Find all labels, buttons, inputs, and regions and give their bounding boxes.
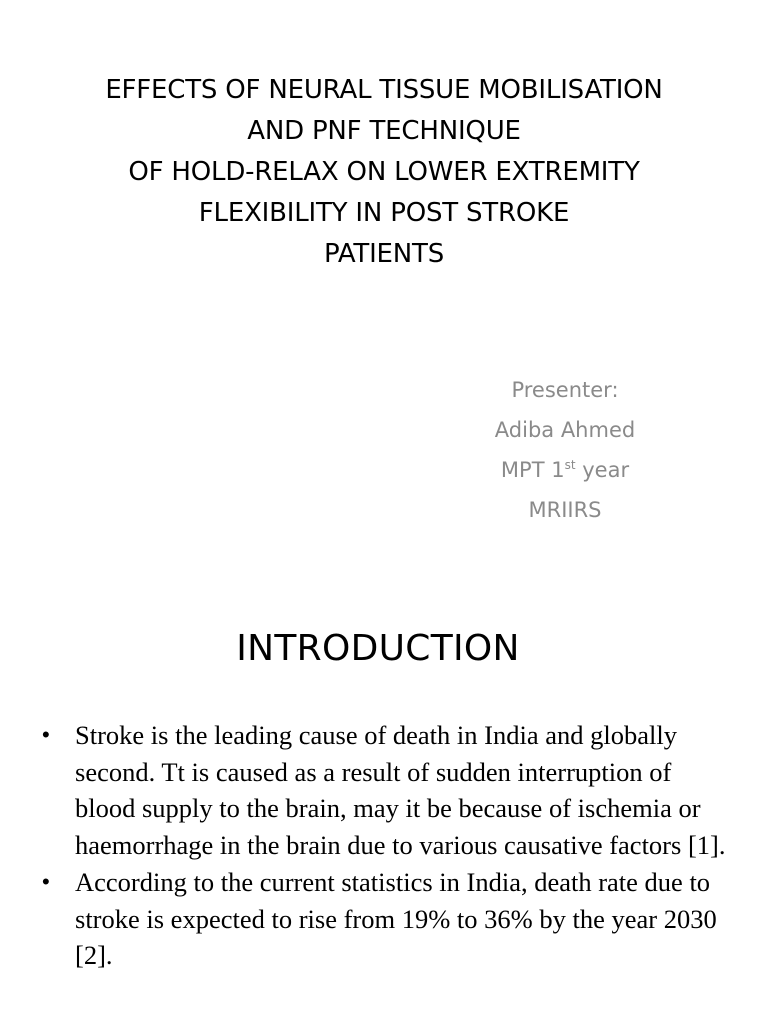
presenter-info xyxy=(440,370,690,530)
title-line: OF HOLD-RELAX ON LOWER EXTREMITY xyxy=(128,157,640,187)
introduction-heading: INTRODUCTION xyxy=(236,628,520,669)
slide-title xyxy=(40,70,728,275)
bullet-icon: • xyxy=(42,722,50,747)
bullet-list xyxy=(40,717,730,975)
title-line: PATIENTS xyxy=(324,239,444,269)
title-line: FLEXIBILITY IN POST STROKE xyxy=(198,198,570,228)
list-item xyxy=(40,717,730,863)
presenter-institution: MRIIRS xyxy=(528,498,602,522)
course-suffix: year xyxy=(575,458,630,482)
presenter-course xyxy=(440,450,690,490)
title-line: EFFECTS OF NEURAL TISSUE MOBILISATION xyxy=(105,75,663,105)
list-item xyxy=(40,864,730,974)
course-superscript: st xyxy=(564,458,576,472)
title-line: AND PNF TECHNIQUE xyxy=(247,116,521,146)
course-prefix: MPT 1 xyxy=(500,458,565,482)
presenter-name: Adiba Ahmed xyxy=(494,418,636,442)
bullet-icon: • xyxy=(42,869,50,894)
presenter-label: Presenter: xyxy=(511,378,619,402)
bullet-text: According to the current statistics in India, death rate due to stroke is expected to rise from 19% to 36% by the year 2030 [2]. xyxy=(75,867,717,970)
introduction-slide xyxy=(0,575,768,1024)
bullet-text: Stroke is the leading cause of death in India and globally second. Tt is caused as a result of sudden interruption of blood supply to the brain, may it be because of ischemia or haemorrhage in the brain due to various causative factors [1]. xyxy=(75,720,726,860)
